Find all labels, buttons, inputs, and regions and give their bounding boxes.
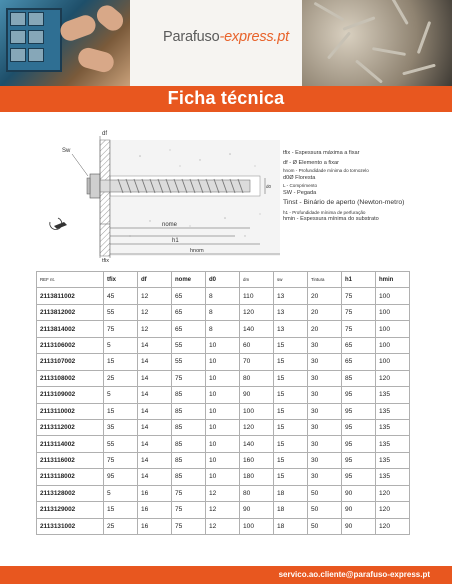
table-row: [37, 354, 410, 370]
table-cell: 14: [138, 469, 172, 485]
table-row: [37, 469, 410, 485]
table-cell: 55: [172, 337, 206, 353]
table-cell: 15: [274, 387, 308, 403]
legend-item: L - Comprimento: [283, 182, 318, 188]
column-header: hmin: [376, 272, 410, 288]
table-cell: 180: [240, 469, 274, 485]
table-cell: 14: [138, 387, 172, 403]
table-cell: 8: [206, 321, 240, 337]
table-cell: 12: [206, 502, 240, 518]
anchor-diagram-svg: [40, 126, 280, 266]
table-cell: 14: [138, 337, 172, 353]
label-tfix: tfix: [102, 258, 110, 264]
table-cell: 30: [308, 387, 342, 403]
table-cell: 100: [376, 288, 410, 304]
table-cell: 30: [308, 370, 342, 386]
ref-cell: 2113110002: [37, 403, 104, 419]
ref-cell: 2113114002: [37, 436, 104, 452]
table-cell: 95: [342, 469, 376, 485]
table-cell: 8: [206, 288, 240, 304]
ref-cell: 2113812002: [37, 304, 104, 320]
footer-email[interactable]: servico.ao.cliente@parafuso-express.pt: [278, 570, 430, 579]
table-cell: 12: [206, 485, 240, 501]
table-cell: 135: [376, 452, 410, 468]
table-cell: 120: [376, 370, 410, 386]
table-cell: 5: [104, 387, 138, 403]
ref-cell: 2113116002: [37, 452, 104, 468]
table-cell: 100: [376, 304, 410, 320]
table-cell: 15: [274, 337, 308, 353]
table-cell: 120: [376, 518, 410, 534]
table-cell: 10: [206, 370, 240, 386]
table-cell: 15: [274, 469, 308, 485]
header-banner: [0, 0, 452, 86]
table-cell: 95: [104, 469, 138, 485]
table-cell: 13: [274, 288, 308, 304]
legend-item: df - Ø Elemento a fixar: [283, 159, 339, 166]
table-cell: 90: [342, 485, 376, 501]
column-header: df: [138, 272, 172, 288]
legend-item: hmin - Espessura mínima do substrato: [283, 216, 379, 223]
table-cell: 85: [172, 403, 206, 419]
table-cell: 10: [206, 387, 240, 403]
table-row: [37, 321, 410, 337]
table-cell: 75: [104, 321, 138, 337]
ref-cell: 2113109002: [37, 387, 104, 403]
table-cell: 10: [206, 469, 240, 485]
table-cell: 85: [342, 370, 376, 386]
table-cell: 95: [342, 452, 376, 468]
ref-cell: 2113118002: [37, 469, 104, 485]
ref-cell: 2113814002: [37, 321, 104, 337]
table-cell: 16: [138, 518, 172, 534]
table-cell: 13: [274, 304, 308, 320]
table-cell: 16: [138, 485, 172, 501]
table-cell: 10: [206, 436, 240, 452]
legend-item: tfix - Espessura máxima a fixar: [283, 150, 360, 156]
footer-bar: [0, 566, 452, 584]
table-cell: 14: [138, 452, 172, 468]
column-header: REF nt.: [37, 272, 104, 288]
table-cell: 85: [172, 452, 206, 468]
table-cell: 135: [376, 436, 410, 452]
table-row: [37, 288, 410, 304]
brand-logo: Parafuso-express.pt: [163, 29, 289, 45]
table-cell: 75: [342, 304, 376, 320]
table-cell: 45: [104, 288, 138, 304]
table-cell: 65: [172, 321, 206, 337]
label-h1: h1: [172, 238, 179, 244]
column-header: nome: [172, 272, 206, 288]
column-header: d0: [206, 272, 240, 288]
table-cell: 75: [342, 288, 376, 304]
table-cell: 30: [308, 354, 342, 370]
table-cell: 10: [206, 419, 240, 435]
table-cell: 18: [274, 502, 308, 518]
table-cell: 85: [172, 419, 206, 435]
table-cell: 90: [342, 502, 376, 518]
table-cell: 30: [308, 452, 342, 468]
page-title: Ficha técnica: [167, 88, 285, 108]
table-cell: 16: [138, 502, 172, 518]
table-cell: 135: [376, 469, 410, 485]
table-cell: 12: [206, 518, 240, 534]
ref-cell: 2113131002: [37, 518, 104, 534]
table-cell: 85: [172, 387, 206, 403]
table-cell: 65: [172, 304, 206, 320]
table-cell: 75: [104, 452, 138, 468]
legend-item: Tinst - Binário de aperto (Newton-metro): [283, 198, 405, 206]
table-cell: 20: [308, 321, 342, 337]
label-hnom: hnom: [190, 248, 204, 254]
table-cell: 50: [308, 502, 342, 518]
table-cell: 160: [240, 452, 274, 468]
table-cell: 10: [206, 354, 240, 370]
table-cell: 35: [104, 419, 138, 435]
table-cell: 30: [308, 469, 342, 485]
table-cell: 20: [308, 304, 342, 320]
table-cell: 60: [240, 337, 274, 353]
table-cell: 15: [274, 436, 308, 452]
table-cell: 65: [342, 354, 376, 370]
table-cell: 50: [308, 485, 342, 501]
table-cell: 95: [342, 436, 376, 452]
table-cell: 65: [172, 288, 206, 304]
ref-cell: 2113107002: [37, 354, 104, 370]
table-cell: 100: [376, 354, 410, 370]
table-cell: 30: [308, 436, 342, 452]
table-cell: 13: [274, 321, 308, 337]
table-cell: 95: [342, 403, 376, 419]
diagram-legend: [283, 150, 448, 223]
table-row: [37, 502, 410, 518]
table-row: [37, 337, 410, 353]
column-header: tfix: [104, 272, 138, 288]
table-cell: 12: [138, 321, 172, 337]
table-cell: 25: [104, 518, 138, 534]
table-cell: 15: [274, 354, 308, 370]
table-cell: 5: [104, 485, 138, 501]
table-cell: 10: [206, 337, 240, 353]
table-cell: 14: [138, 419, 172, 435]
table-cell: 55: [172, 354, 206, 370]
table-cell: 135: [376, 387, 410, 403]
table-cell: 15: [104, 354, 138, 370]
table-cell: 100: [240, 518, 274, 534]
torque-wrench-icon: [50, 218, 67, 230]
title-bar: [0, 86, 452, 112]
table-cell: 120: [240, 304, 274, 320]
table-row: [37, 403, 410, 419]
table-cell: 80: [240, 485, 274, 501]
table-cell: 25: [104, 370, 138, 386]
table-cell: 12: [138, 288, 172, 304]
table-cell: 75: [342, 321, 376, 337]
table-cell: 90: [240, 502, 274, 518]
table-row: [37, 370, 410, 386]
table-cell: 15: [104, 502, 138, 518]
table-cell: 85: [172, 436, 206, 452]
column-header: sw: [274, 272, 308, 288]
label-d0: d0: [266, 184, 272, 189]
table-cell: 55: [104, 436, 138, 452]
label-nome: nome: [162, 222, 178, 228]
table-cell: 140: [240, 436, 274, 452]
legend-item: hnom - Profundidade mínima do tornozelo: [283, 168, 369, 174]
ref-cell: 2113108002: [37, 370, 104, 386]
column-header: h1: [342, 272, 376, 288]
anchor-diagram: [40, 126, 280, 266]
header-photo-screws: [302, 0, 452, 86]
table-row: [37, 387, 410, 403]
table-header-row: [37, 272, 410, 288]
table-cell: 15: [104, 403, 138, 419]
table-cell: 30: [308, 403, 342, 419]
ref-cell: 2113106002: [37, 337, 104, 353]
table-cell: 15: [274, 452, 308, 468]
table-cell: 50: [308, 518, 342, 534]
ref-cell: 2113811002: [37, 288, 104, 304]
table-cell: 30: [308, 419, 342, 435]
table-cell: 15: [274, 370, 308, 386]
table-cell: 5: [104, 337, 138, 353]
table-cell: 120: [376, 485, 410, 501]
label-sw: Sw: [62, 148, 71, 154]
ref-cell: 2113129002: [37, 502, 104, 518]
table-cell: 90: [240, 387, 274, 403]
label-df: df: [102, 131, 108, 137]
table-cell: 12: [138, 304, 172, 320]
table-cell: 135: [376, 403, 410, 419]
table-cell: 18: [274, 518, 308, 534]
concrete-substrate: [110, 140, 280, 256]
fixture-plate: [100, 140, 110, 256]
table-cell: 15: [274, 403, 308, 419]
table-cell: 20: [308, 288, 342, 304]
spec-table: [36, 271, 410, 535]
table-cell: 70: [240, 354, 274, 370]
legend-item: SW - Pegada: [283, 190, 317, 197]
header-photo-toolbox: [0, 0, 130, 86]
table-cell: 8: [206, 304, 240, 320]
table-cell: 75: [172, 502, 206, 518]
table-cell: 14: [138, 370, 172, 386]
table-cell: 100: [376, 337, 410, 353]
ref-cell: 2113112002: [37, 419, 104, 435]
table-cell: 14: [138, 354, 172, 370]
table-cell: 18: [274, 485, 308, 501]
table-cell: 55: [104, 304, 138, 320]
table-cell: 85: [172, 469, 206, 485]
table-cell: 140: [240, 321, 274, 337]
table-cell: 95: [342, 419, 376, 435]
table-cell: 75: [172, 370, 206, 386]
column-header: dm: [240, 272, 274, 288]
table-cell: 14: [138, 403, 172, 419]
table-cell: 30: [308, 337, 342, 353]
table-cell: 80: [240, 370, 274, 386]
ref-cell: 2113128002: [37, 485, 104, 501]
table-cell: 14: [138, 436, 172, 452]
table-cell: 95: [342, 387, 376, 403]
table-cell: 90: [342, 518, 376, 534]
table-row: [37, 452, 410, 468]
table-row: [37, 436, 410, 452]
table-cell: 100: [240, 403, 274, 419]
column-header: Tintura: [308, 272, 342, 288]
table-cell: 120: [240, 419, 274, 435]
table-cell: 15: [274, 419, 308, 435]
table-cell: 10: [206, 403, 240, 419]
table-row: [37, 419, 410, 435]
table-cell: 135: [376, 419, 410, 435]
table-cell: 65: [342, 337, 376, 353]
legend-item: d0Ø Floresta: [283, 174, 316, 181]
legend-item: h1 - Profundidade mínima de perfuração: [283, 209, 366, 215]
table-cell: 10: [206, 452, 240, 468]
table-row: [37, 518, 410, 534]
table-cell: 120: [376, 502, 410, 518]
screw-head: [90, 174, 100, 198]
table-cell: 75: [172, 518, 206, 534]
table-cell: 75: [172, 485, 206, 501]
table-row: [37, 304, 410, 320]
table-cell: 100: [376, 321, 410, 337]
table-cell: 110: [240, 288, 274, 304]
table-row: [37, 485, 410, 501]
